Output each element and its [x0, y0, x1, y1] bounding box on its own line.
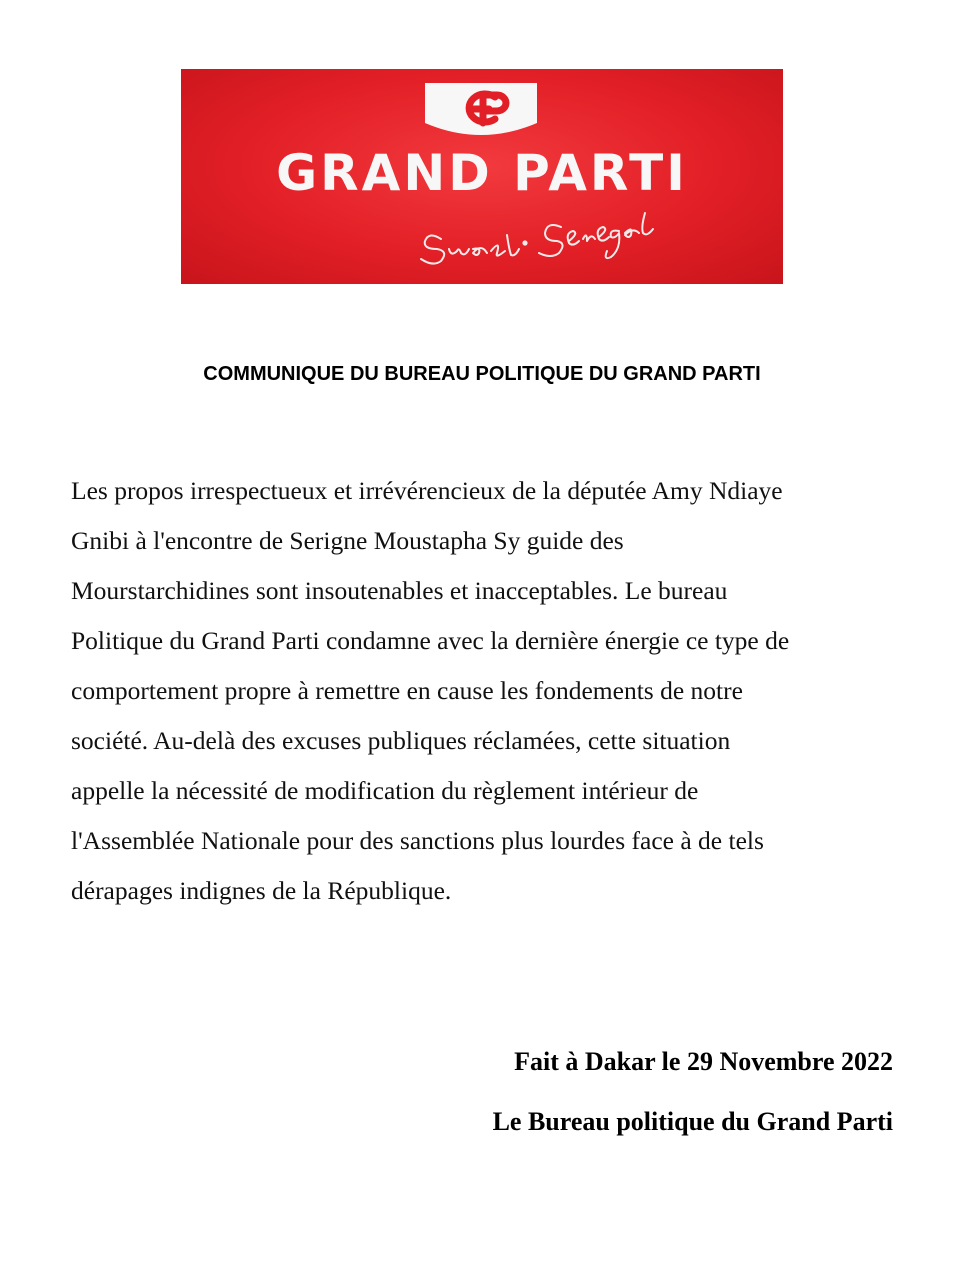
- body-line: Gnibi à l'encontre de Serigne Moustapha Sy guide des: [71, 526, 624, 555]
- communique-body: [71, 466, 901, 916]
- body-line: dérapages indignes de la République.: [71, 876, 452, 905]
- logo-wordmark: GRAND PARTI: [276, 144, 688, 202]
- body-line: appelle la nécessité de modification du règlement intérieur de: [71, 776, 699, 805]
- logo-tagline-script: [411, 209, 701, 269]
- body-line: l'Assemblée Nationale pour des sanctions plus lourdes face à de tels: [71, 826, 764, 855]
- document-title: COMMUNIQUE DU BUREAU POLITIQUE DU GRAND PARTI: [203, 363, 761, 385]
- gp-monogram-badge: [425, 83, 537, 141]
- signature-place-date: Fait à Dakar le 29 Novembre 2022: [514, 1047, 893, 1076]
- body-line: Politique du Grand Parti condamne avec la dernière énergie ce type de: [71, 626, 790, 655]
- body-line: comportement propre à remettre en cause les fondements de notre: [71, 676, 743, 705]
- body-line: Les propos irrespectueux et irrévérencieux de la députée Amy Ndiaye: [71, 476, 783, 505]
- body-line: société. Au-delà des excuses publiques réclamées, cette situation: [71, 726, 731, 755]
- body-line: Mourstarchidines sont insoutenables et inacceptables. Le bureau: [71, 576, 728, 605]
- grand-parti-logo: [181, 69, 783, 284]
- signature-organization: Le Bureau politique du Grand Parti: [492, 1107, 893, 1136]
